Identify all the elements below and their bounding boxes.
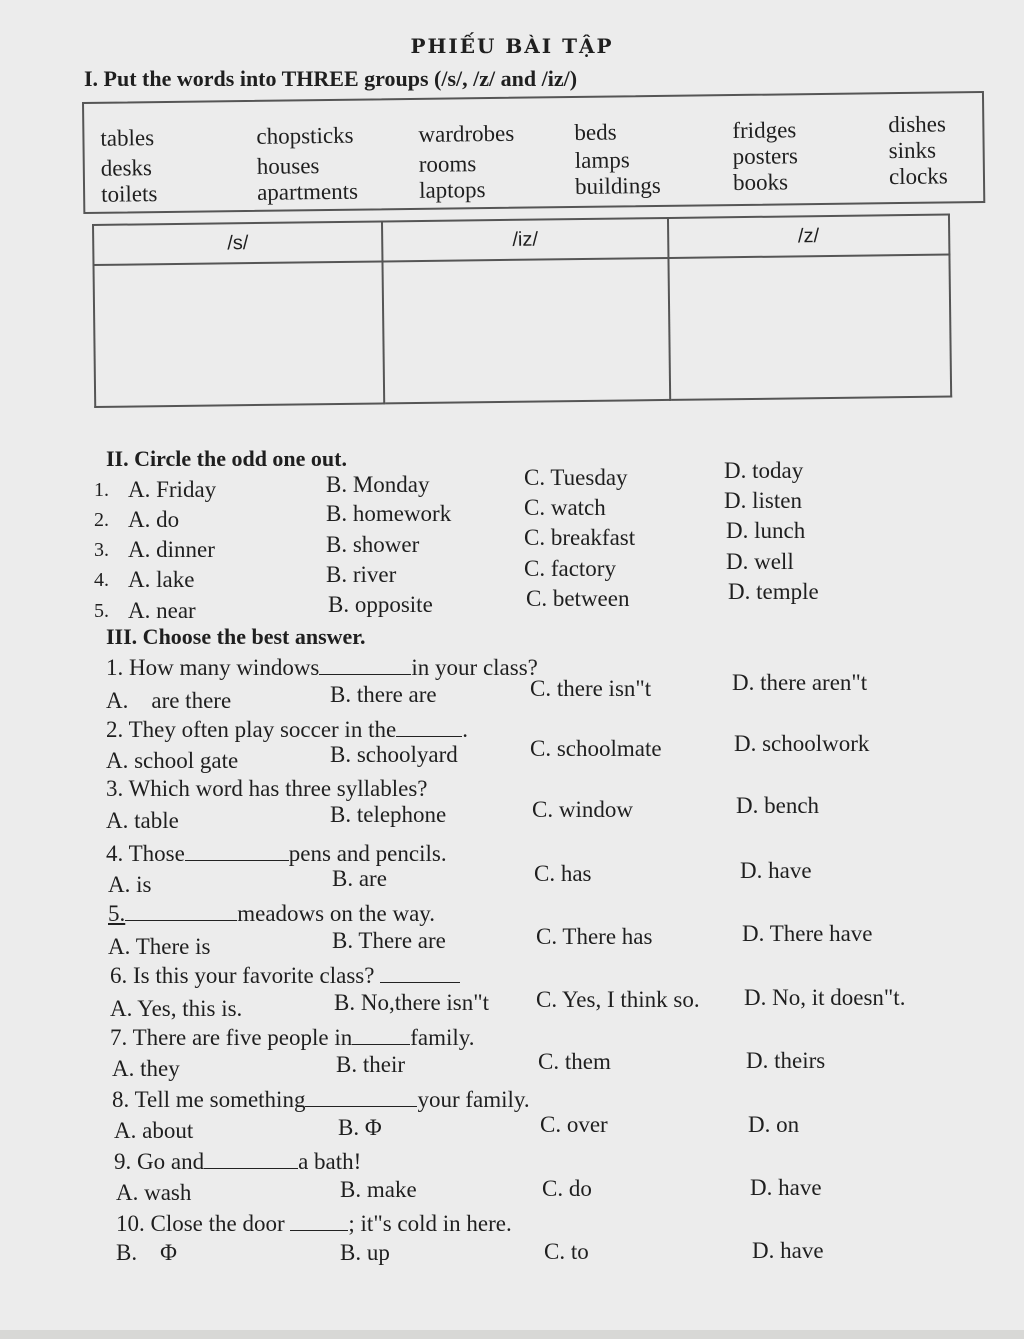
- option-a[interactable]: A. There is: [108, 934, 211, 959]
- word: books: [732, 169, 789, 196]
- question-number: 2.: [94, 509, 109, 531]
- option-a[interactable]: A. Friday: [128, 477, 217, 502]
- word: dishes: [888, 111, 946, 138]
- option-a[interactable]: A. are there: [106, 688, 232, 713]
- option-c[interactable]: C. to: [544, 1239, 589, 1264]
- word: beds: [574, 119, 617, 145]
- answer-blank[interactable]: [305, 1086, 417, 1107]
- option-c[interactable]: C. watch: [524, 495, 606, 520]
- option-a[interactable]: A. near: [128, 598, 196, 623]
- sound-groups-table: [92, 214, 952, 408]
- question-stem: 5. meadows on the way.: [108, 901, 436, 926]
- option-a[interactable]: B. Φ: [116, 1240, 177, 1265]
- option-b[interactable]: B. their: [336, 1052, 405, 1077]
- word-box: [82, 91, 985, 214]
- option-b[interactable]: B. There are: [332, 928, 446, 953]
- option-a[interactable]: A. Yes, this is.: [110, 996, 243, 1021]
- option-c[interactable]: C. Yes, I think so.: [536, 987, 700, 1012]
- question-number: 5.: [94, 600, 109, 622]
- question-number: 1.: [94, 479, 109, 501]
- question-stem: 2. They often play soccer in the .: [106, 717, 468, 742]
- option-c[interactable]: C. over: [540, 1112, 608, 1137]
- option-b[interactable]: B. there are: [330, 682, 437, 707]
- option-d[interactable]: D. No, it doesn"t.: [744, 985, 906, 1010]
- option-a[interactable]: A. is: [108, 872, 152, 897]
- option-c[interactable]: C. factory: [524, 556, 616, 581]
- option-c[interactable]: C. there isn"t: [530, 676, 652, 701]
- option-a[interactable]: A. wash: [116, 1180, 192, 1205]
- answer-blank[interactable]: [319, 654, 411, 675]
- word: houses: [256, 153, 320, 179]
- option-b[interactable]: B. opposite: [328, 592, 433, 617]
- question-stem: 3. Which word has three syllables?: [106, 776, 428, 801]
- option-b[interactable]: B. No,there isn"t: [334, 990, 490, 1015]
- option-b[interactable]: B. homework: [326, 501, 452, 526]
- header-z: /z/: [668, 215, 950, 258]
- answer-blank[interactable]: [185, 840, 289, 861]
- option-b[interactable]: B. are: [332, 866, 387, 891]
- question-stem: 9. Go and a bath!: [114, 1149, 362, 1174]
- answer-blank[interactable]: [380, 962, 460, 983]
- question-stem: 6. Is this your favorite class?: [110, 962, 460, 989]
- answer-blank[interactable]: [396, 716, 462, 737]
- option-c[interactable]: C. breakfast: [524, 525, 636, 550]
- option-c[interactable]: C. them: [538, 1049, 611, 1074]
- question-stem: 4. Those pens and pencils.: [106, 841, 447, 866]
- option-b[interactable]: B. river: [326, 562, 397, 587]
- section-2-heading: II. Circle the odd one out.: [106, 446, 347, 471]
- question-number: 4.: [94, 569, 109, 591]
- option-b[interactable]: B. schoolyard: [330, 742, 458, 767]
- question-stem: 1. How many windows in your class?: [106, 655, 538, 680]
- option-c[interactable]: C. do: [542, 1176, 592, 1201]
- word: posters: [732, 143, 799, 170]
- option-d[interactable]: D. have: [740, 858, 812, 883]
- option-b[interactable]: B. telephone: [330, 802, 447, 827]
- option-a[interactable]: A. school gate: [106, 748, 239, 773]
- page-title: PHIẾU BÀI TẬP: [410, 34, 614, 58]
- section-3-heading: III. Choose the best answer.: [106, 624, 366, 649]
- word: laptops: [418, 177, 486, 203]
- question-stem: 7. There are five people in family.: [110, 1025, 475, 1050]
- option-b[interactable]: B. up: [340, 1240, 390, 1265]
- word: sinks: [888, 137, 937, 164]
- option-d[interactable]: D. bench: [736, 793, 820, 818]
- option-a[interactable]: A. dinner: [128, 537, 215, 562]
- header-s: /s/: [93, 221, 383, 265]
- option-b[interactable]: B. Monday: [326, 472, 430, 497]
- answer-cell-s[interactable]: [94, 261, 385, 407]
- option-d[interactable]: D. there aren"t: [732, 670, 868, 695]
- section-1-heading: I. Put the words into THREE groups (/s/, /z/ and /iz/): [84, 66, 578, 91]
- option-a[interactable]: A. lake: [128, 567, 195, 592]
- option-a[interactable]: A. do: [128, 507, 180, 532]
- option-d[interactable]: D. schoolwork: [734, 731, 870, 756]
- option-d[interactable]: D. have: [750, 1175, 822, 1200]
- word: chopsticks: [256, 122, 354, 149]
- option-b[interactable]: B. make: [340, 1177, 417, 1202]
- answer-blank[interactable]: [125, 900, 237, 921]
- word: clocks: [888, 163, 948, 190]
- option-d[interactable]: D. on: [748, 1112, 800, 1137]
- word: desks: [100, 155, 153, 181]
- word: fridges: [732, 117, 797, 144]
- answer-cell-z[interactable]: [668, 255, 951, 400]
- option-c[interactable]: C. between: [526, 586, 630, 611]
- option-d[interactable]: D. There have: [742, 921, 873, 946]
- option-c[interactable]: C. Tuesday: [524, 465, 628, 490]
- word: toilets: [100, 181, 158, 207]
- question-number: 3.: [94, 539, 109, 561]
- option-d[interactable]: D. have: [752, 1238, 824, 1263]
- word: tables: [100, 125, 155, 151]
- answer-cell-iz[interactable]: [383, 258, 670, 403]
- header-iz: /iz/: [382, 218, 668, 261]
- option-c[interactable]: C. has: [534, 861, 592, 886]
- option-b[interactable]: B. shower: [326, 532, 420, 557]
- option-d[interactable]: D. temple: [728, 579, 819, 604]
- answer-blank[interactable]: [352, 1024, 410, 1045]
- option-d[interactable]: D. theirs: [746, 1048, 826, 1073]
- word: lamps: [574, 147, 630, 173]
- question-stem: 10. Close the door ; it"s cold in here.: [116, 1211, 512, 1236]
- option-d[interactable]: D. today: [724, 458, 804, 483]
- word: rooms: [418, 151, 477, 177]
- option-c[interactable]: C. window: [532, 797, 633, 822]
- option-a[interactable]: A. table: [106, 808, 179, 833]
- option-b[interactable]: B. Φ: [338, 1115, 382, 1140]
- answer-blank[interactable]: [290, 1210, 348, 1231]
- option-d[interactable]: D. well: [726, 549, 794, 574]
- option-c[interactable]: C. schoolmate: [530, 736, 662, 761]
- answer-blank[interactable]: [204, 1148, 298, 1169]
- word: buildings: [574, 172, 661, 199]
- option-c[interactable]: C. There has: [536, 924, 653, 949]
- option-d[interactable]: D. lunch: [726, 518, 806, 543]
- option-a[interactable]: A. they: [112, 1056, 180, 1081]
- option-d[interactable]: D. listen: [724, 488, 802, 513]
- word: wardrobes: [418, 120, 515, 147]
- word: apartments: [256, 178, 359, 205]
- option-a[interactable]: A. about: [114, 1118, 194, 1143]
- question-stem: 8. Tell me something your family.: [112, 1087, 530, 1112]
